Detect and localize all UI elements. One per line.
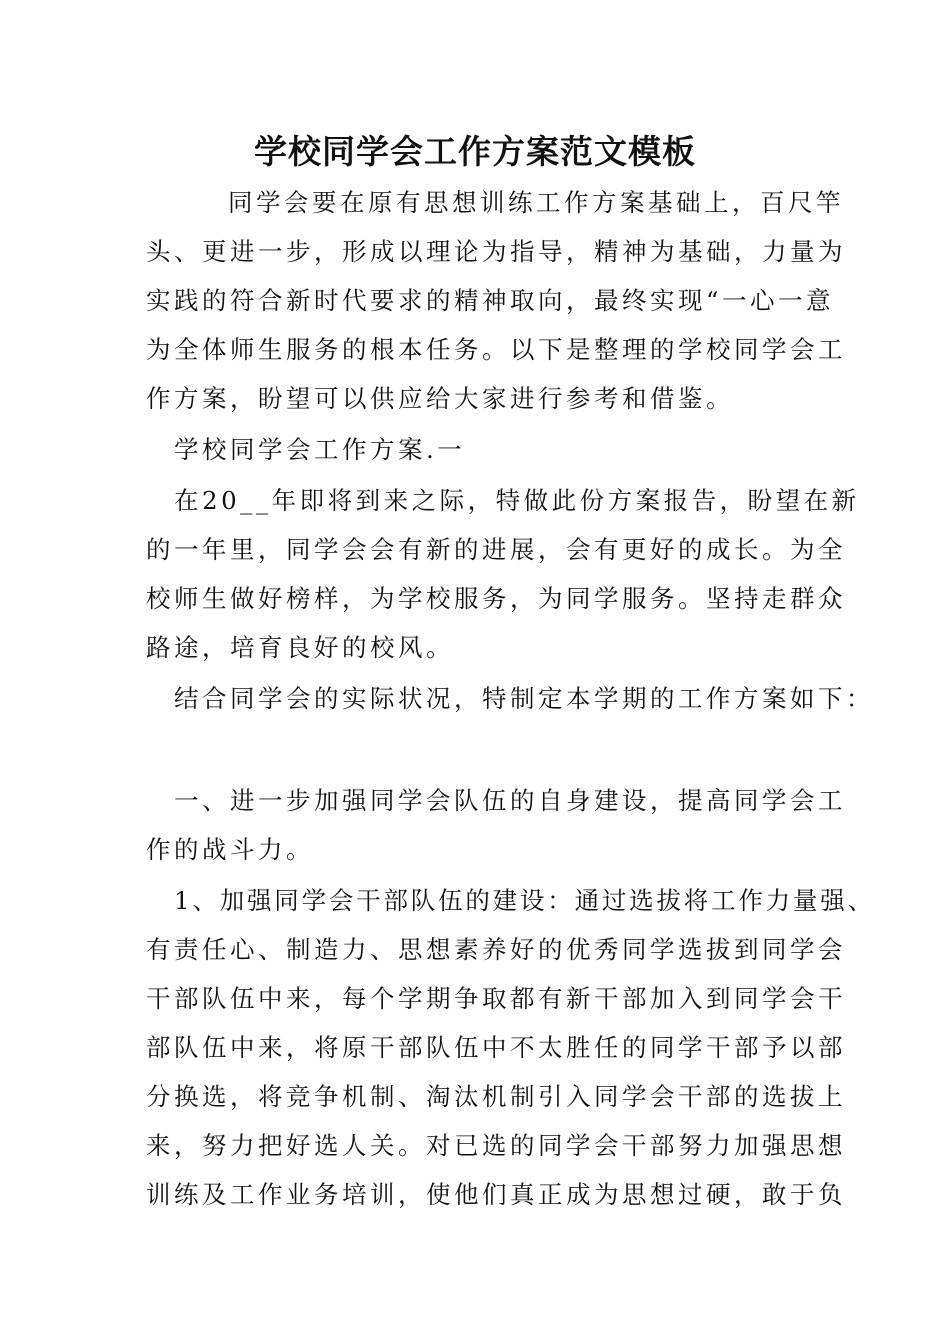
paragraph-line: 训练及工作业务培训，使他们真正成为思想过硬，敢于负 [146,1180,846,1209]
paragraph-line: 同学会要在原有思想训练工作方案基础上，百尺竿 [228,188,844,217]
paragraph-line: 为全体师生服务的根本任务。以下是整理的学校同学会工 [146,335,846,364]
section-heading: 学校同学会工作方案.一 [174,435,466,464]
paragraph-line: 分换选，将竞争机制、淘汰机制引入同学会干部的选拔上 [146,1082,846,1111]
paragraph-line: 在20__年即将到来之际，特做此份方案报告，盼望在新 [174,486,860,515]
paragraph-line: 校师生做好榜样，为学校服务，为同学服务。坚持走群众 [146,584,846,613]
paragraph-line: 来，努力把好选人关。对已选的同学会干部努力加强思想 [146,1131,846,1160]
paragraph-line: 路途，培育良好的校风。 [146,633,454,662]
document-title: 学校同学会工作方案范文模板 [254,132,696,171]
paragraph-line: 1、加强同学会干部队伍的建设：通过选拔将工作力量强、 [174,886,875,915]
paragraph-line: 有责任心、制造力、思想素养好的优秀同学选拔到同学会 [146,935,846,964]
paragraph-line: 干部队伍中来，每个学期争取都有新干部加入到同学会干 [146,984,846,1013]
paragraph-line: 部队伍中来，将原干部队伍中不太胜任的同学干部予以部 [146,1033,846,1062]
paragraph-line: 结合同学会的实际状况，特制定本学期的工作方案如下： [174,684,874,713]
paragraph-line: 作方案，盼望可以供应给大家进行参考和借鉴。 [146,384,734,413]
paragraph-line: 实践的符合新时代要求的精神取向，最终实现“一心一意 [146,286,835,315]
paragraph-line: 头、更进一步，形成以理论为指导，精神为基础，力量为 [146,237,846,266]
paragraph-line: 的一年里，同学会会有新的进展，会有更好的成长。为全 [146,535,846,564]
paragraph-line: 一、进一步加强同学会队伍的自身建设，提高同学会工 [174,786,846,815]
paragraph-line: 作的战斗力。 [146,835,314,864]
